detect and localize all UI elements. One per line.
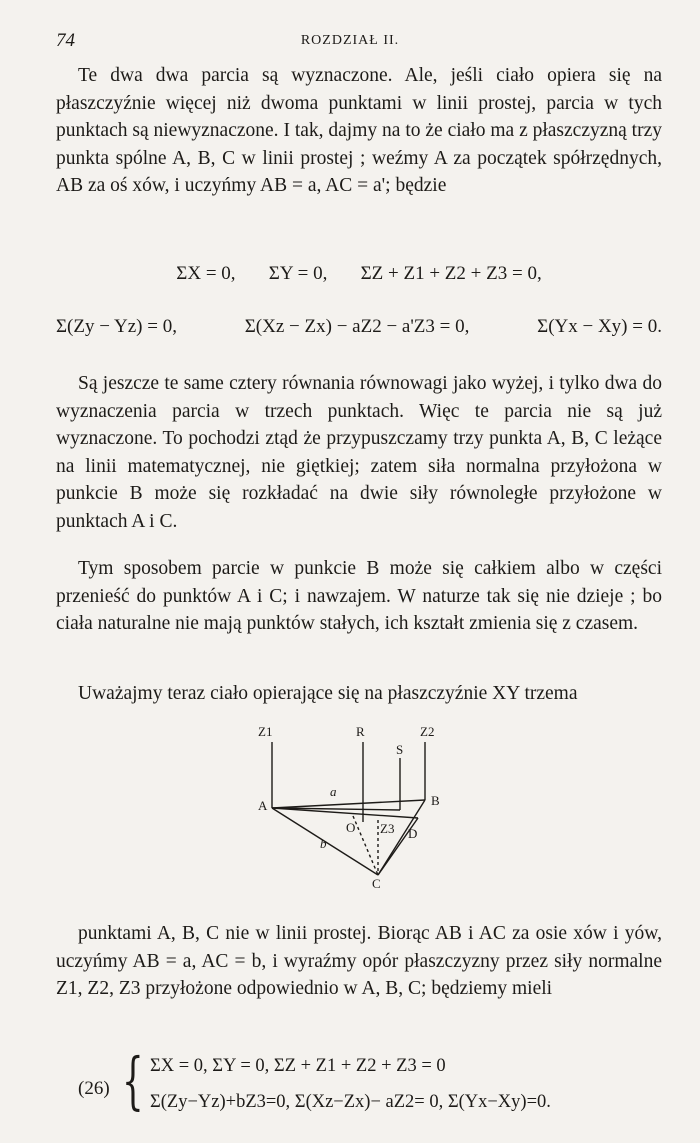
edge-ab	[272, 800, 425, 808]
brace-glyph: {	[122, 1044, 144, 1117]
paragraph-2-text: Są jeszcze te same cztery równania równowagi jako wyżej, i tylko dwa do wyznaczenia parcia w trzech punktach. Więc te parcia nie są już wyznaczone. To pochodzi ztąd że przypuszczamy trzy punkta A, B, C leżące na linii matematycznej, nie giętkiej; zatem siła normalna przyłożona w punkcie B może się rozkładać na dwie siły równoległe przyłożone w punktach A i C.	[56, 373, 662, 532]
paragraph-2	[56, 370, 662, 536]
eq2-term-1: Σ(Zy − Yz) = 0,	[56, 316, 177, 337]
equation-26	[78, 1044, 678, 1124]
label-r: R	[356, 724, 365, 739]
eq1-term-2: ΣY = 0,	[268, 263, 328, 284]
edge-oc	[353, 816, 378, 875]
equation-1	[56, 263, 662, 285]
page-number: 74	[56, 30, 75, 51]
force-diagram	[250, 720, 450, 890]
equation-2	[56, 316, 662, 338]
label-z1: Z1	[258, 724, 273, 739]
eq1-term-3: ΣZ + Z1 + Z2 + Z3 = 0,	[360, 263, 542, 284]
label-b-length: b	[320, 836, 327, 851]
label-o: O	[346, 820, 356, 835]
eq2-term-2: Σ(Xz − Zx) − aZ2 − a'Z3 = 0,	[244, 316, 470, 337]
paragraph-3-text: Tym sposobem parcie w punkcie B może się całkiem albo w części przenieść do punktów A i C; i nawzajem. W naturze tak się nie dzieje ; bo ciała naturalne nie mają punktów stałych, ich kształt zmienia się z czasem.	[56, 558, 662, 635]
paragraph-5	[56, 920, 662, 1003]
paragraph-1	[56, 62, 662, 200]
eq26-line-1: ΣX = 0, ΣY = 0, ΣZ + Z1 + Z2 + Z3 = 0	[150, 1056, 446, 1076]
eq26-line-2: Σ(Zy−Yz)+bZ3=0, Σ(Xz−Zx)− aZ2= 0, Σ(Yx−Xy)=0.	[150, 1092, 551, 1112]
eq2-term-3: Σ(Yx − Xy) = 0.	[537, 316, 662, 337]
chapter-title: ROZDZIAŁ II.	[300, 33, 400, 48]
label-b-point: B	[431, 793, 440, 808]
paragraph-1-text: Te dwa dwa parcia są wyznaczone. Ale, jeśli ciało opiera się na płaszczyźnie więcej niż dwoma punktami w linii prostej, parcia w tych punktach są niewyznaczone. I tak, dajmy na to że ciało ma z płaszczyzną trzy punkta spólne A, B, C w linii prostej ; weźmy A za początek spółrzędnych, AB za oś xów, i uczyńmy AB = a, AC = a'; będzie	[56, 65, 662, 197]
paragraph-5-text: punktami A, B, C nie w linii prostej. Biorąc AB i AC za osie xów i yów, uczyńmy AB = a, AC = b, i wyraźmy opór płaszczyzny przez siły normalne Z1, Z2, Z3 przyłożone odpowiednio w A, B, C; będziemy mieli	[56, 923, 662, 1000]
label-s: S	[396, 742, 404, 757]
page-header	[56, 30, 644, 54]
equation-number: (26)	[78, 1078, 110, 1099]
label-c: C	[372, 876, 381, 890]
paragraph-3	[56, 555, 662, 638]
label-d: D	[408, 826, 418, 841]
label-z2: Z2	[420, 724, 435, 739]
paragraph-4-text: Uważajmy teraz ciało opierające się na płaszczyźnie XY trzema	[78, 683, 578, 704]
label-a-length: a	[330, 784, 337, 799]
label-a-point: A	[258, 798, 268, 813]
label-z3: Z3	[380, 821, 395, 836]
eq1-term-1: ΣX = 0,	[176, 263, 236, 284]
paragraph-4	[56, 680, 662, 708]
